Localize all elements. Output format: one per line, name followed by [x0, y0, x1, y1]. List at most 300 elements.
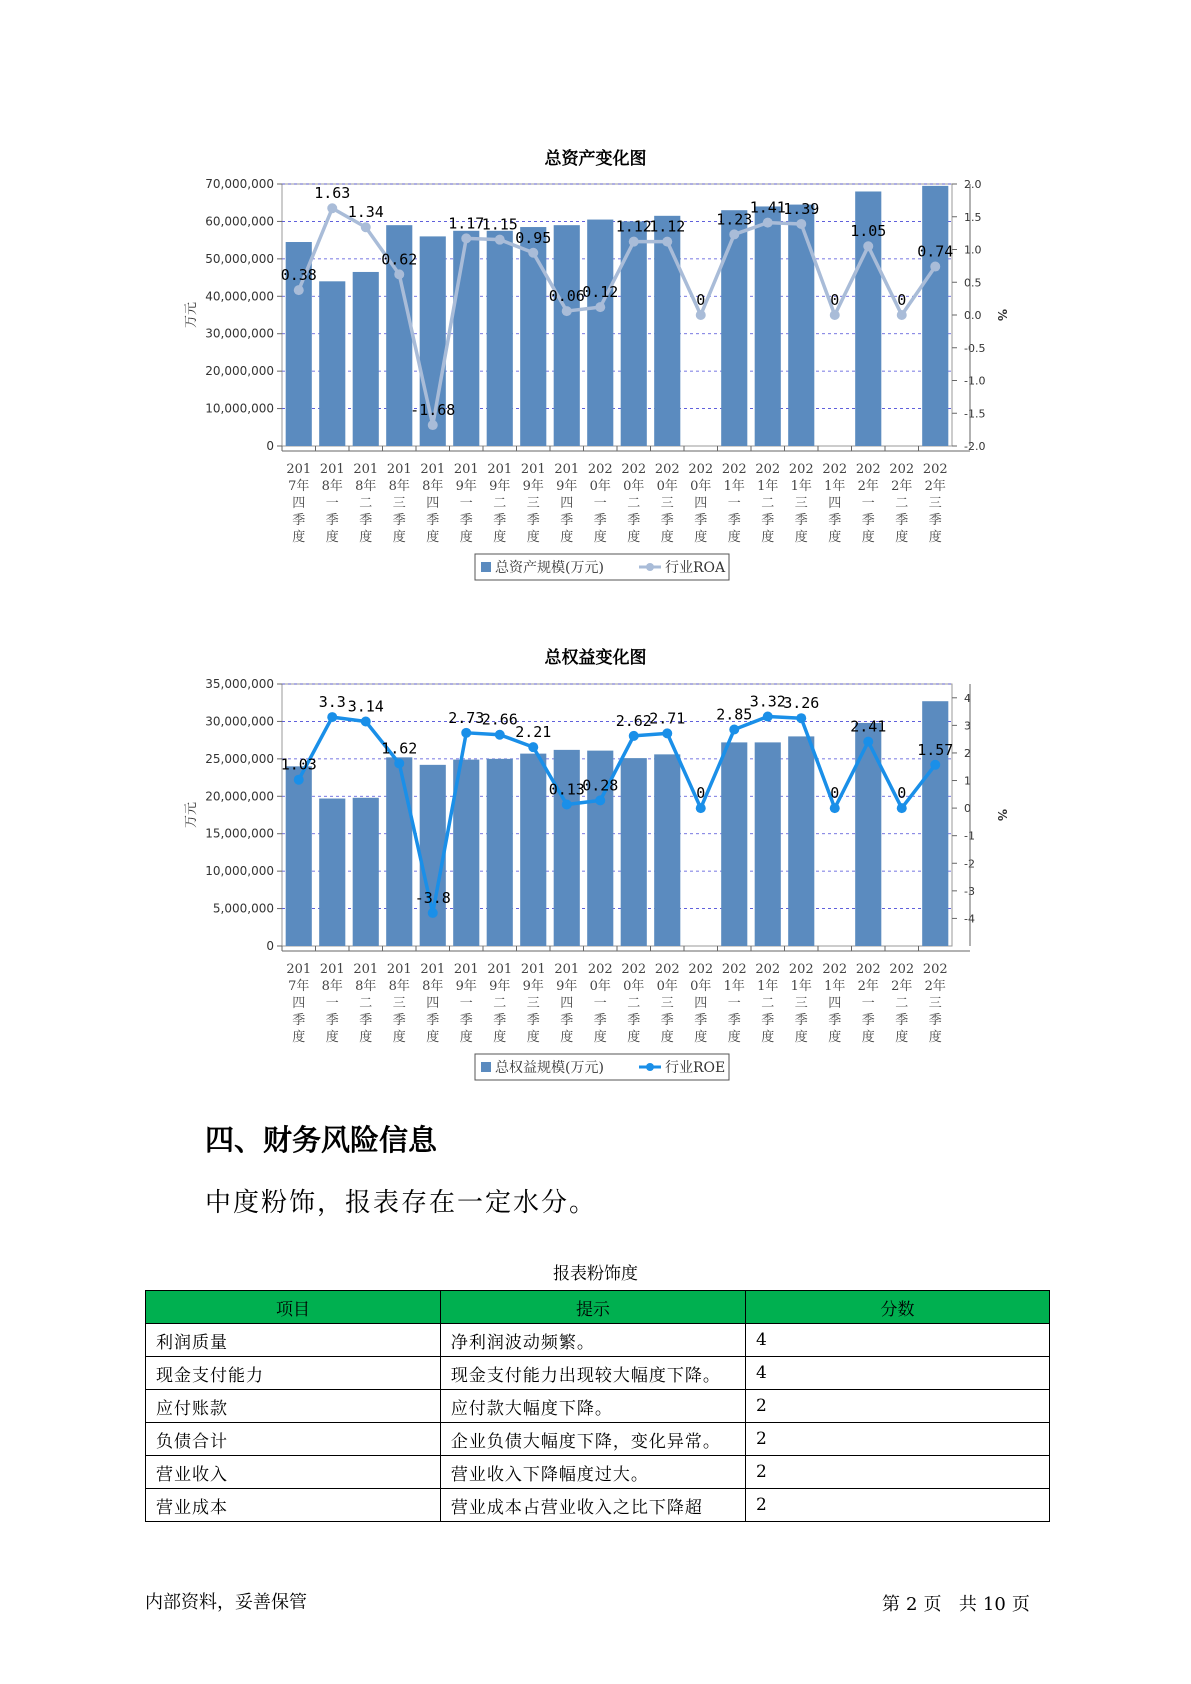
line-point [562, 800, 572, 810]
data-label: 1.23 [716, 210, 753, 229]
x-tick-label: 201 [487, 462, 513, 477]
data-label: 0 [830, 784, 840, 803]
x-tick-label: 201 [319, 962, 345, 977]
x-tick-label: 度 [895, 530, 909, 545]
data-label: 2.62 [615, 711, 652, 730]
x-tick-label: 季 [459, 1013, 473, 1028]
bar [386, 757, 412, 946]
line-point [562, 306, 572, 316]
total-label: 页 [1011, 1594, 1030, 1615]
data-label: 2.85 [716, 705, 753, 724]
line-point [897, 310, 907, 320]
data-label: 2.71 [649, 709, 686, 728]
x-tick-label: 一 [459, 996, 473, 1011]
x-tick-label: 季 [392, 1013, 406, 1028]
x-tick-label: 度 [761, 530, 775, 545]
legend-bar-label: 总资产规模(万元) [495, 560, 604, 576]
x-tick-label: 度 [392, 1030, 406, 1045]
cell-item: 负债合计 [146, 1423, 441, 1456]
x-tick-label: 0年 [656, 479, 678, 494]
x-tick-label: 季 [526, 513, 540, 528]
x-tick-label: 201 [420, 462, 446, 477]
data-label: 0.38 [280, 266, 317, 285]
x-tick-label: 1年 [790, 979, 812, 994]
total-pages: 10 [982, 1594, 1006, 1615]
x-tick-label: 度 [325, 1030, 339, 1045]
y2-tick-label: -4 [964, 912, 975, 926]
table-row [146, 1357, 1050, 1390]
data-label: 0.28 [582, 776, 619, 795]
x-tick-label: 度 [828, 530, 842, 545]
bar [922, 186, 948, 446]
cell-item: 营业收入 [146, 1456, 441, 1489]
x-tick-label: 202 [889, 462, 915, 477]
legend-bar-label: 总权益规模(万元) [495, 1060, 604, 1076]
x-tick-label: 季 [895, 1013, 909, 1028]
x-tick-label: 三 [392, 996, 406, 1011]
cell-hint: 现金支付能力出现较大幅度下降。 [440, 1357, 745, 1390]
x-tick-label: 二 [627, 496, 641, 511]
x-tick-label: 季 [627, 513, 641, 528]
x-tick-label: 二 [359, 996, 373, 1011]
x-tick-label: 度 [493, 1030, 507, 1045]
x-tick-label: 度 [861, 530, 875, 545]
x-tick-label: 202 [721, 962, 747, 977]
x-tick-label: 度 [627, 530, 641, 545]
x-tick-label: 一 [593, 996, 607, 1011]
x-tick-label: 201 [286, 462, 312, 477]
x-tick-label: 201 [520, 962, 546, 977]
x-tick-label: 二 [359, 496, 373, 511]
table-row [146, 1324, 1050, 1357]
chart-total-equity [0, 670, 1191, 1110]
x-tick-label: 2年 [924, 979, 946, 994]
x-tick-label: 季 [593, 1013, 607, 1028]
x-tick-label: 四 [292, 996, 306, 1011]
data-label: 1.34 [347, 203, 384, 222]
line-point [763, 218, 773, 228]
line-point [863, 241, 873, 251]
x-tick-label: 2年 [891, 479, 913, 494]
cell-hint: 企业负债大幅度下降，变化异常。 [440, 1423, 745, 1456]
x-tick-label: 三 [660, 496, 674, 511]
y-tick-label: 70,000,000 [205, 177, 274, 191]
line-point [930, 760, 940, 770]
x-tick-label: 二 [627, 996, 641, 1011]
data-label: 0.12 [582, 283, 619, 302]
line-point [763, 712, 773, 722]
x-tick-label: 1年 [723, 979, 745, 994]
line-point [729, 229, 739, 239]
y2-tick-label: 1.0 [964, 243, 982, 257]
data-label: 0 [696, 784, 706, 803]
x-tick-label: 季 [560, 1013, 574, 1028]
x-tick-label: 季 [828, 1013, 842, 1028]
y2-tick-label: 2.0 [964, 178, 982, 191]
line-point [428, 420, 438, 430]
data-label: 3.26 [783, 694, 820, 713]
x-tick-label: 202 [587, 962, 613, 977]
x-tick-label: 0年 [690, 979, 712, 994]
line-point [461, 728, 471, 738]
x-tick-label: 三 [928, 496, 942, 511]
x-tick-label: 8年 [422, 479, 444, 494]
data-label: 0.74 [917, 242, 954, 261]
line-point [461, 233, 471, 243]
x-tick-label: 9年 [556, 979, 578, 994]
table-row [146, 1390, 1050, 1423]
line-point [294, 285, 304, 295]
x-tick-label: 三 [928, 996, 942, 1011]
x-tick-label: 0年 [589, 479, 611, 494]
x-tick-label: 季 [928, 513, 942, 528]
x-tick-label: 二 [493, 496, 507, 511]
y2-tick-label: 2 [964, 746, 971, 760]
y-tick-label: 20,000,000 [205, 789, 274, 804]
x-tick-label: 一 [727, 496, 741, 511]
bar [788, 736, 814, 946]
x-tick-label: 四 [694, 496, 708, 511]
x-tick-label: 季 [493, 1013, 507, 1028]
x-tick-label: 度 [426, 1030, 440, 1045]
line-point [495, 235, 505, 245]
bar [520, 754, 546, 946]
total-label: 共 [958, 1594, 977, 1615]
line-point [294, 775, 304, 785]
x-tick-label: 季 [895, 513, 909, 528]
line-point [696, 803, 706, 813]
x-tick-label: 四 [426, 496, 440, 511]
x-tick-label: 季 [794, 513, 808, 528]
x-tick-label: 季 [292, 1013, 306, 1028]
y2-axis-label: % [995, 308, 1009, 322]
y-tick-label: 30,000,000 [205, 326, 274, 341]
legend-line-label: 行业ROE [665, 1060, 726, 1076]
x-tick-label: 度 [359, 530, 373, 545]
y-tick-label: 60,000,000 [205, 214, 274, 229]
y-tick-label: 15,000,000 [205, 826, 274, 841]
line-point [394, 269, 404, 279]
x-tick-label: 度 [694, 1030, 708, 1045]
x-tick-label: 季 [694, 1013, 708, 1028]
chart-total-assets [0, 170, 1191, 610]
bar [286, 766, 312, 946]
bar [621, 221, 647, 446]
x-tick-label: 202 [621, 962, 647, 977]
y2-axis-label: % [995, 808, 1009, 822]
x-tick-label: 8年 [355, 479, 377, 494]
x-tick-label: 1年 [824, 479, 846, 494]
cell-hint: 净利润波动频繁。 [440, 1324, 745, 1357]
y2-tick-label: -1.0 [964, 374, 986, 388]
data-label: 0 [696, 291, 706, 309]
x-tick-label: 度 [526, 530, 540, 545]
bar [487, 231, 513, 446]
x-tick-label: 度 [761, 1030, 775, 1045]
column-header: 项目 [146, 1291, 441, 1324]
x-tick-label: 度 [593, 530, 607, 545]
bar [788, 205, 814, 446]
x-tick-label: 四 [828, 996, 842, 1011]
x-tick-label: 季 [794, 1013, 808, 1028]
x-tick-label: 一 [861, 496, 875, 511]
x-tick-label: 季 [828, 513, 842, 528]
y-tick-label: 0 [266, 939, 274, 953]
x-tick-label: 一 [325, 996, 339, 1011]
x-tick-label: 8年 [355, 979, 377, 994]
x-tick-label: 9年 [455, 479, 477, 494]
line-point [327, 203, 337, 213]
chart-title-equity: 总权益变化图 [544, 648, 647, 668]
x-tick-label: 9年 [455, 979, 477, 994]
x-tick-label: 202 [755, 462, 781, 477]
line-point [662, 237, 672, 247]
x-tick-label: 9年 [489, 479, 511, 494]
x-tick-label: 1年 [824, 979, 846, 994]
x-tick-label: 201 [453, 462, 479, 477]
x-tick-label: 202 [822, 962, 848, 977]
x-tick-label: 度 [459, 530, 473, 545]
page-label: 页 [923, 1594, 942, 1615]
x-tick-label: 度 [794, 1030, 808, 1045]
cell-hint: 营业成本占营业收入之比下降超 [440, 1489, 745, 1522]
cell-score: 4 [745, 1357, 1049, 1390]
data-label: 2.21 [515, 723, 552, 742]
x-tick-label: 8年 [388, 479, 410, 494]
y2-tick-label: 1.5 [964, 210, 982, 224]
x-tick-label: 三 [526, 496, 540, 511]
cell-hint: 应付款大幅度下降。 [440, 1390, 745, 1423]
x-tick-label: 三 [660, 996, 674, 1011]
x-tick-label: 1年 [790, 479, 812, 494]
cell-item: 利润质量 [146, 1324, 441, 1357]
data-label: 1.03 [280, 755, 317, 774]
x-tick-label: 9年 [522, 479, 544, 494]
data-label: 1.63 [314, 184, 351, 203]
legend-bar-swatch [481, 1062, 491, 1072]
x-tick-label: 201 [487, 962, 513, 977]
x-tick-label: 201 [286, 962, 312, 977]
data-label: 2.41 [850, 717, 887, 736]
cell-item: 营业成本 [146, 1489, 441, 1522]
y-tick-label: 40,000,000 [205, 289, 274, 304]
line-point [595, 302, 605, 312]
x-tick-label: 202 [788, 462, 814, 477]
x-tick-label: 三 [392, 496, 406, 511]
x-tick-label: 四 [426, 996, 440, 1011]
x-tick-label: 季 [660, 513, 674, 528]
x-tick-label: 0年 [623, 479, 645, 494]
cell-score: 2 [745, 1423, 1049, 1456]
section-heading: 四、财务风险信息 [205, 1123, 438, 1157]
x-tick-label: 季 [928, 1013, 942, 1028]
column-header: 提示 [440, 1291, 745, 1324]
x-tick-label: 季 [727, 1013, 741, 1028]
data-label: 1.12 [615, 217, 652, 236]
x-tick-label: 一 [325, 496, 339, 511]
line-point [595, 795, 605, 805]
line-point [830, 803, 840, 813]
x-tick-label: 度 [794, 530, 808, 545]
y-axis-label: 万元 [184, 801, 199, 829]
x-tick-label: 201 [520, 462, 546, 477]
data-label: 1.12 [649, 217, 686, 236]
x-tick-label: 度 [660, 1030, 674, 1045]
x-tick-label: 度 [292, 1030, 306, 1045]
table-row [146, 1423, 1050, 1456]
line-point [361, 222, 371, 232]
line-point [796, 219, 806, 229]
x-tick-label: 二 [895, 496, 909, 511]
x-tick-label: 8年 [388, 979, 410, 994]
y-tick-label: 0 [266, 439, 274, 453]
x-tick-label: 季 [325, 1013, 339, 1028]
x-tick-label: 三 [526, 996, 540, 1011]
line-point [796, 713, 806, 723]
page-label: 第 [882, 1594, 900, 1615]
x-tick-label: 季 [627, 1013, 641, 1028]
x-tick-label: 202 [788, 962, 814, 977]
x-tick-label: 度 [895, 1030, 909, 1045]
x-tick-label: 9年 [489, 979, 511, 994]
x-tick-label: 202 [822, 462, 848, 477]
x-tick-label: 季 [694, 513, 708, 528]
bar [621, 758, 647, 946]
x-tick-label: 202 [889, 962, 915, 977]
x-tick-label: 度 [325, 530, 339, 545]
y-tick-label: 35,000,000 [205, 677, 274, 691]
line-point [729, 725, 739, 735]
bar [487, 759, 513, 946]
x-tick-label: 度 [526, 1030, 540, 1045]
y-tick-label: 50,000,000 [205, 251, 274, 266]
x-tick-label: 0年 [623, 979, 645, 994]
x-tick-label: 度 [727, 530, 741, 545]
x-tick-label: 度 [928, 530, 942, 545]
line-point [863, 737, 873, 747]
x-tick-label: 季 [560, 513, 574, 528]
bar [721, 742, 747, 946]
x-tick-label: 201 [353, 462, 379, 477]
bar [353, 798, 379, 946]
x-tick-label: 202 [654, 462, 680, 477]
x-tick-label: 202 [855, 462, 881, 477]
footer-page-number [882, 1590, 1036, 1616]
x-tick-label: 季 [761, 1013, 775, 1028]
x-tick-label: 1年 [757, 979, 779, 994]
data-label: 0 [897, 291, 907, 309]
bar [453, 231, 479, 446]
y2-tick-label: -3 [964, 884, 975, 898]
x-tick-label: 度 [861, 1030, 875, 1045]
x-tick-label: 季 [861, 513, 875, 528]
data-label: 0.95 [515, 228, 552, 247]
x-tick-label: 二 [761, 996, 775, 1011]
line-point [662, 728, 672, 738]
line-point [830, 310, 840, 320]
y2-tick-label: 4 [964, 691, 971, 705]
x-tick-label: 一 [459, 496, 473, 511]
x-tick-label: 度 [593, 1030, 607, 1045]
x-tick-label: 季 [426, 513, 440, 528]
x-tick-label: 7年 [288, 979, 310, 994]
x-tick-label: 季 [493, 513, 507, 528]
cell-score: 2 [745, 1390, 1049, 1423]
x-tick-label: 201 [420, 962, 446, 977]
y2-tick-label: -2 [964, 857, 975, 871]
cell-item: 应付账款 [146, 1390, 441, 1423]
legend-line-marker [646, 1063, 654, 1071]
x-tick-label: 度 [426, 530, 440, 545]
x-tick-label: 9年 [556, 479, 578, 494]
bar [654, 754, 680, 946]
data-label: -1.68 [410, 401, 456, 420]
y2-tick-label: 3 [964, 719, 971, 733]
x-tick-label: 季 [593, 513, 607, 528]
y-tick-label: 10,000,000 [205, 401, 274, 416]
line-point [897, 803, 907, 813]
x-tick-label: 201 [554, 962, 580, 977]
table-row [146, 1489, 1050, 1522]
x-tick-label: 202 [721, 462, 747, 477]
x-tick-label: 度 [292, 530, 306, 545]
x-tick-label: 9年 [522, 979, 544, 994]
table-caption: 报表粉饰度 [553, 1264, 638, 1284]
x-tick-label: 1年 [757, 479, 779, 494]
y-axis-label: 万元 [184, 301, 199, 329]
footer-confidential: 内部资料，妥善保管 [145, 1592, 307, 1613]
section-text: 中度粉饰，报表存在一定水分。 [205, 1188, 598, 1218]
line-point [528, 742, 538, 752]
data-label: 0 [897, 784, 907, 803]
x-tick-label: 季 [392, 513, 406, 528]
y-tick-label: 10,000,000 [205, 864, 274, 879]
x-tick-label: 季 [359, 513, 373, 528]
data-label: 0 [830, 291, 840, 309]
x-tick-label: 8年 [321, 979, 343, 994]
bar [755, 206, 781, 446]
x-tick-label: 三 [794, 496, 808, 511]
x-tick-label: 四 [560, 496, 574, 511]
y-tick-label: 20,000,000 [205, 364, 274, 379]
data-label: 1.62 [381, 739, 418, 758]
x-tick-label: 202 [922, 462, 948, 477]
y2-tick-label: 0.0 [964, 309, 982, 322]
y-tick-label: 5,000,000 [212, 901, 274, 916]
x-tick-label: 2年 [857, 479, 879, 494]
x-tick-label: 季 [861, 1013, 875, 1028]
x-tick-label: 2年 [891, 979, 913, 994]
x-tick-label: 201 [386, 962, 412, 977]
x-tick-label: 度 [560, 1030, 574, 1045]
data-label: 1.57 [917, 740, 954, 759]
y2-tick-label: 0 [964, 802, 971, 816]
x-tick-label: 二 [761, 496, 775, 511]
y2-tick-label: 0.5 [964, 276, 982, 290]
y2-tick-label: -1.5 [964, 407, 986, 421]
cell-score: 2 [745, 1456, 1049, 1489]
cell-item: 现金支付能力 [146, 1357, 441, 1390]
x-tick-label: 201 [319, 462, 345, 477]
data-label: 1.17 [448, 214, 485, 233]
cell-score: 4 [745, 1324, 1049, 1357]
x-tick-label: 四 [560, 996, 574, 1011]
x-tick-label: 季 [727, 513, 741, 528]
x-tick-label: 2年 [924, 479, 946, 494]
line-point [696, 310, 706, 320]
x-tick-label: 201 [353, 962, 379, 977]
bar [721, 210, 747, 446]
